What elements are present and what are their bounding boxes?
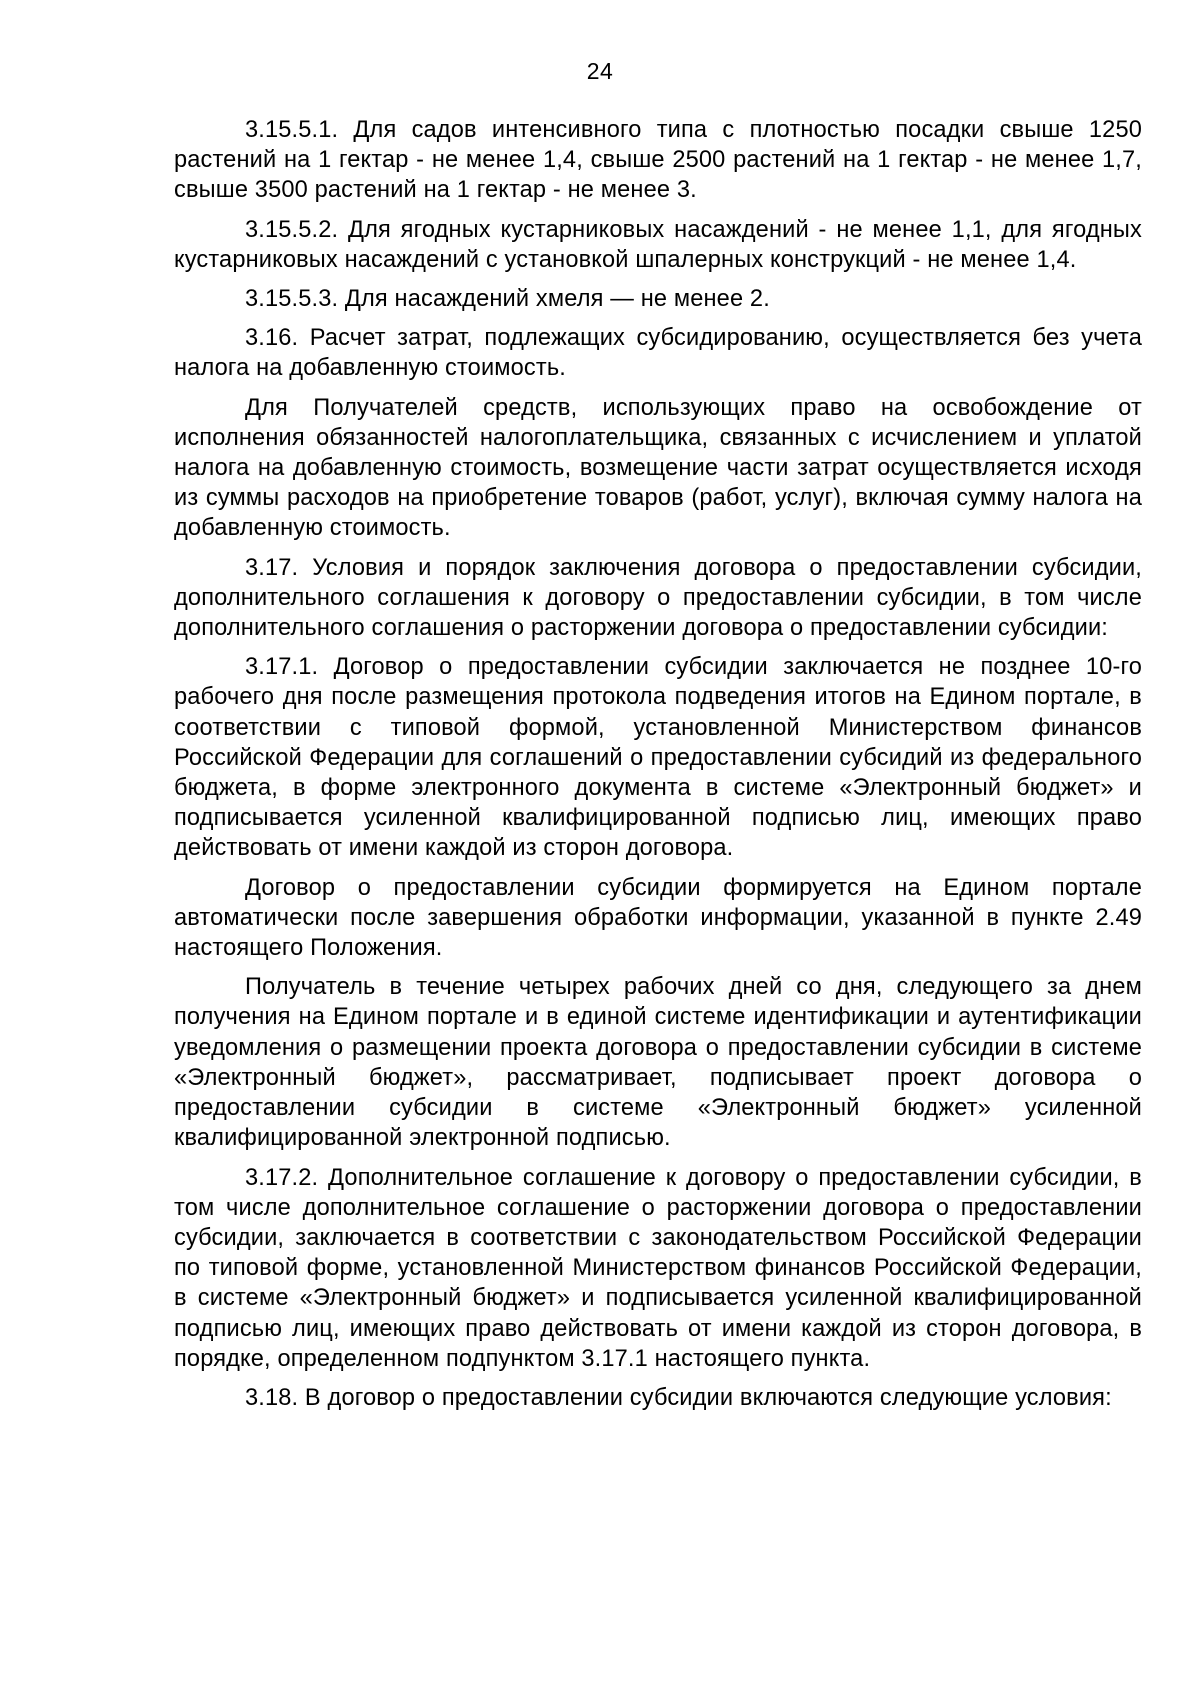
paragraph-3-18: 3.18. В договор о предоставлении субсидии включаются следующие условия: (245, 1384, 1112, 1411)
paragraph-3-15-5-1: 3.15.5.1. Для садов интенсивного типа с плотностью посадки свыше 1250 растений на 1 гектар - не менее 1,4, свыше 2500 растений на 1 гектар - не менее 1,7, свыше 3500 растений на 1 гектар - не менее 3. (174, 117, 1142, 204)
document-body (174, 115, 1142, 1422)
paragraph-3-17: 3.17. Условия и порядок заключения договора о предоставлении субсидии, дополнительного соглашения к договору о предоставлении субсидии, в том числе дополнительного соглашения о расторжении договора о предоставлении субсидии: (174, 554, 1142, 642)
paragraph-contract-formation: Договор о предоставлении субсидии формируется на Едином портале автоматически после завершения обработки информации, указанной в пункте 2.49 настоящего Положения. (174, 874, 1142, 962)
paragraph-3-15-5-2: 3.15.5.2. Для ягодных кустарниковых насаждений - не менее 1,1, для ягодных кустарниковых насаждений с установкой шпалерных конструкций - не менее 1,4. (174, 216, 1142, 273)
page-number: 24 (586, 58, 614, 84)
paragraph-3-17-2: 3.17.2. Дополнительное соглашение к договору о предоставлении субсидии, в том числе дополнительное соглашение о расторжении договора о предоставлении субсидии, заключается в соответствии с законодательством Российской Федерации по типовой форме, установленной Министерством финансов Российской Федерации, в системе «Электронный бюджет» и подписывается усиленной квалифицированной подписью лиц, имеющих право действовать от имени каждой из сторон договора, в порядке, определенном подпунктом 3.17.1 настоящего пункта. (174, 1164, 1142, 1372)
paragraph-vat-exemption: Для Получателей средств, использующих право на освобождение от исполнения обязанностей налогоплательщика, связанных с исчислением и уплатой налога на добавленную стоимость, возмещение части затрат осуществляется исходя из суммы расходов на приобретение товаров (работ, услуг), включая сумму налога на добавленную стоимость. (174, 394, 1142, 542)
paragraph-recipient-signing: Получатель в течение четырех рабочих дней со дня, следующего за днем получения на Едином портале и в единой системе идентификации и аутентификации уведомления о размещении проекта договора о предоставлении субсидии в системе «Электронный бюджет», рассматривает, подписывает проект договора о предоставлении субсидии в системе «Электронный бюджет» усиленной квалифицированной электронной подписью. (174, 974, 1142, 1152)
paragraph-3-17-1: 3.17.1. Договор о предоставлении субсидии заключается не позднее 10-го рабочего дня после размещения протокола подведения итогов на Едином портале, в соответствии с типовой формой, установленной Министерством финансов Российской Федерации для соглашений о предоставлении субсидий из федерального бюджета, в форме электронного документа в системе «Электронный бюджет» и подписывается усиленной квалифицированной подписью лиц, имеющих право действовать от имени каждой из сторон договора. (174, 654, 1142, 862)
paragraph-3-16: 3.16. Расчет затрат, подлежащих субсидированию, осуществляется без учета налога на добавленную стоимость. (174, 325, 1142, 382)
paragraph-3-15-5-3: 3.15.5.3. Для насаждений хмеля — не менее 2. (245, 286, 770, 313)
